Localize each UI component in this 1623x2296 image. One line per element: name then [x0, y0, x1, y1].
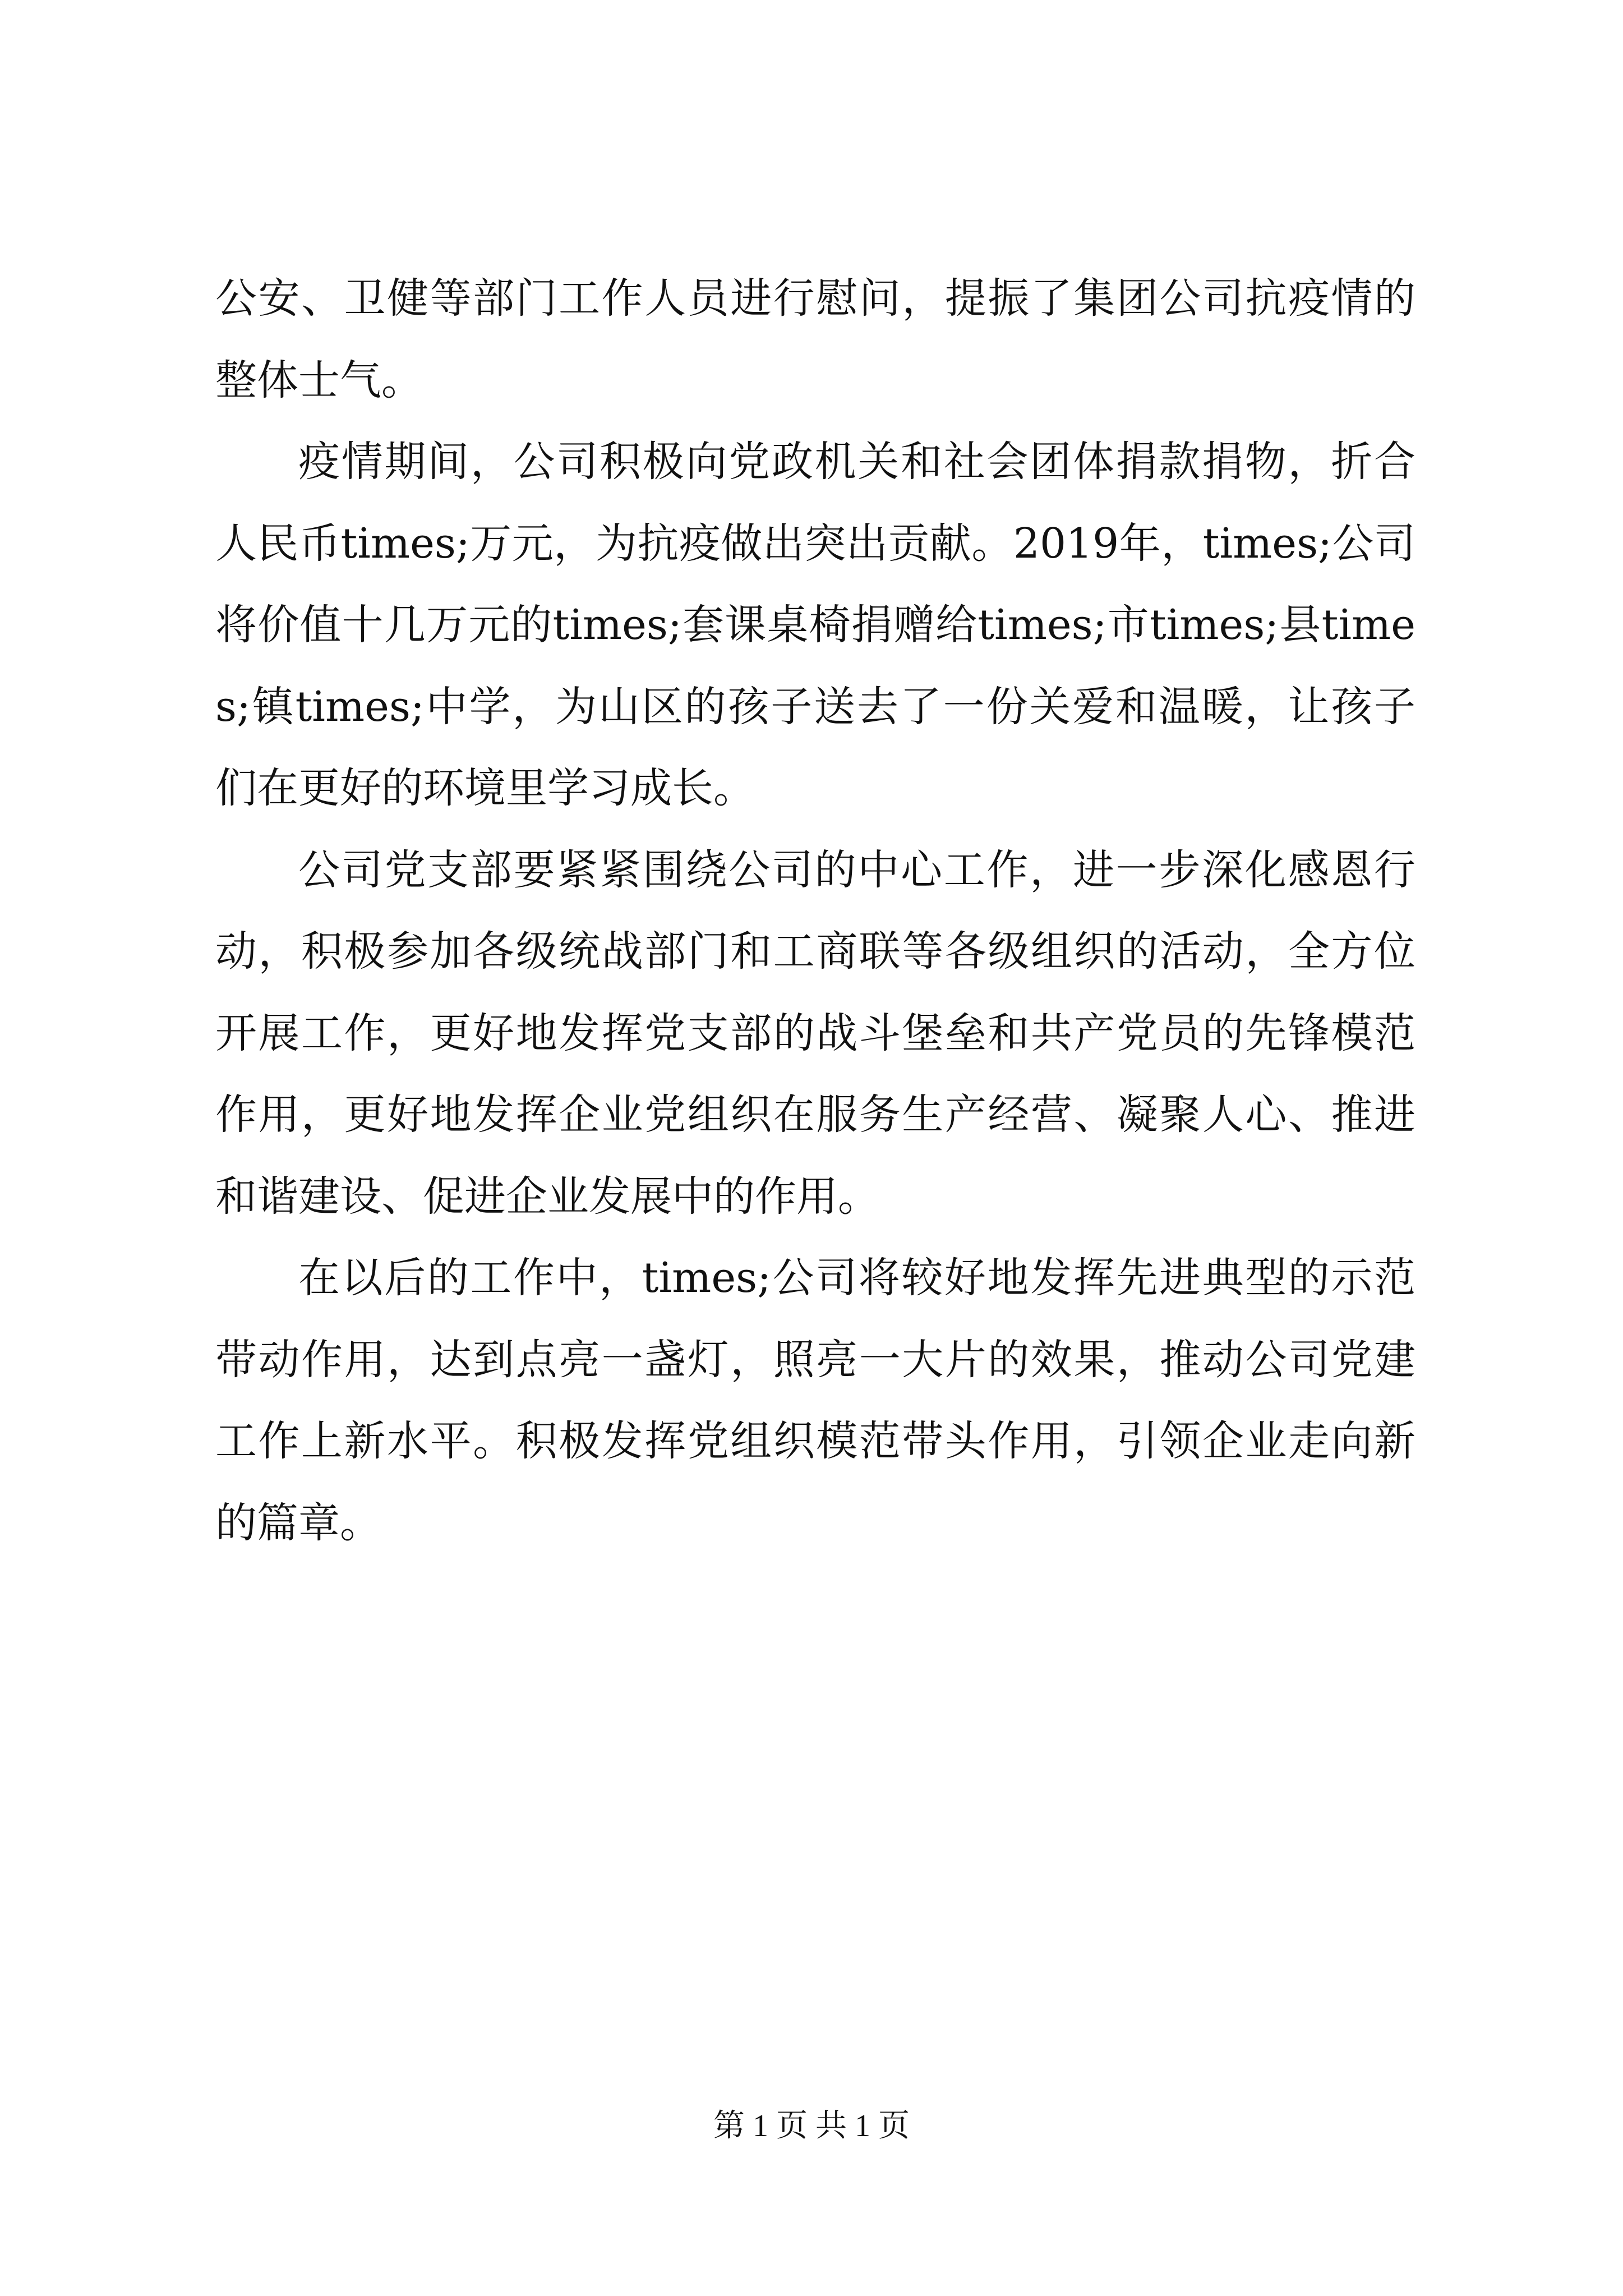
- paragraph-future-work: 在以后的工作中，times;公司将较好地发挥先进典型的示范带动作用，达到点亮一盏灯，照亮一大片的效果，推动公司党建工作上新水平。积极发挥党组织模范带头作用，引领企业走向新的篇章。: [215, 1254, 1415, 1547]
- page-number-footer: 第 1 页 共 1 页: [713, 2109, 910, 2143]
- paragraph-party-branch: 公司党支部要紧紧围绕公司的中心工作，进一步深化感恩行动，积极参加各级统战部门和工商联等各级组织的活动，全方位开展工作，更好地发挥党支部的战斗堡垒和共产党员的先锋模范作用，更好地发挥企业党组织在服务生产经营、凝聚人心、推进和谐建设、促进企业发展中的作用。: [215, 845, 1415, 1221]
- paragraph-continuation: 公安、卫健等部门工作人员进行慰问，提振了集团公司抗疫情的整体士气。: [215, 274, 1415, 404]
- document-body: [215, 258, 1415, 1564]
- paragraph-donations: 疫情期间，公司积极向党政机关和社会团体捐款捐物，折合人民币times;万元，为抗疫做出突出贡献。2019年，times;公司将价值十几万元的times;套课桌椅捐赠给times;市times;县times;镇times;中学，为山区的孩子送去了一份关爱和温暖，让孩子们在更好的环境里学习成长。: [215, 438, 1415, 812]
